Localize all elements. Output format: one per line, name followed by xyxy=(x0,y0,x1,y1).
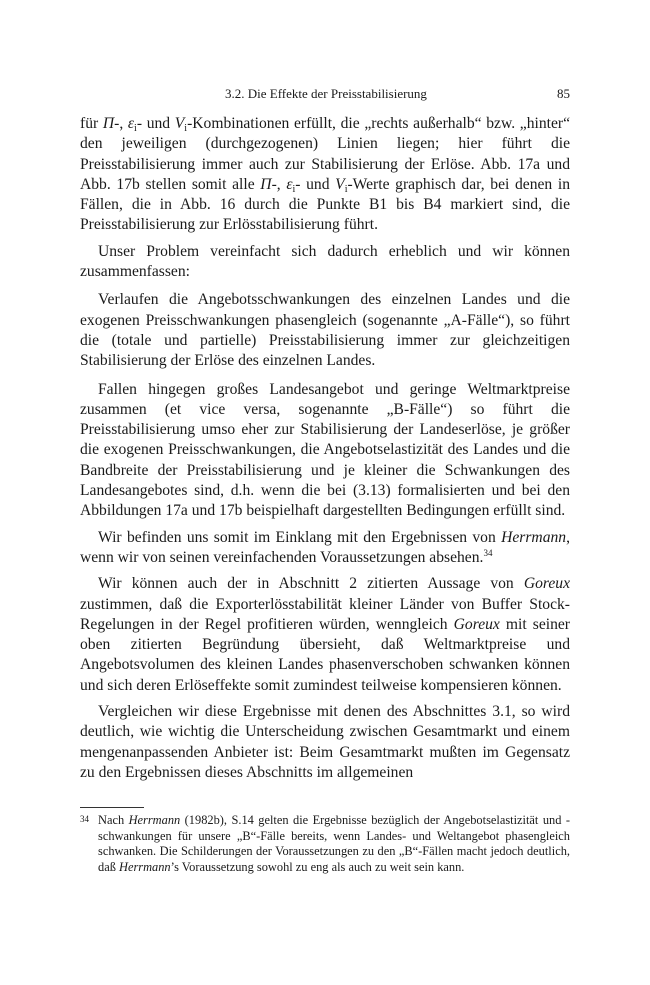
paragraph-1 xyxy=(80,114,570,236)
symbol-pi: Π xyxy=(102,115,115,132)
text: -, xyxy=(114,115,128,132)
main-text xyxy=(80,114,570,789)
text: zustimmen, daß die Exporterlösstabilität kleiner Länder von Buffer Stock-Regelungen in der Regel profitieren würden, wenngleich xyxy=(80,595,570,633)
symbol-v: V xyxy=(174,115,185,132)
symbol-epsilon: ε xyxy=(127,115,135,132)
text: Wir können auch der in Abschnitt 2 zitierten Aussage von xyxy=(98,575,524,593)
text: -, xyxy=(271,175,287,193)
text: ’s Voraussetzung sowohl zu eng als auch zu weit sein kann. xyxy=(170,859,465,874)
paragraph-7: Vergleichen wir diese Ergebnisse mit denen des Abschnittes 3.1, so wird deutlich, wie wichtig die Unterscheidung zwischen Gesamtmarkt und einem mengenanpassenden Anbieter ist: Beim Gesamtmarkt mußten im Gegensatz zu den Ergebnissen dieses Abschnitts im allgemeinen xyxy=(80,703,570,781)
text: mit seiner oben zitierten Begründung übersieht, daß Weltmarktpreise und Angebotsvolumen des kleinen Landes phasenverschoben schwanken können und sich deren Erlöseffekte somit zumindest teilweise kompensieren können. xyxy=(80,615,570,694)
paragraph-5 xyxy=(80,528,570,569)
author-name: Goreux xyxy=(523,575,570,593)
text: , wenn wir von seinen vereinfachenden Voraussetzungen absehen. xyxy=(80,528,570,566)
footnote-34 xyxy=(80,813,570,875)
footnote-separator xyxy=(80,807,144,808)
author-name: Goreux xyxy=(453,615,500,633)
symbol-epsilon: ε xyxy=(286,175,293,193)
text: für xyxy=(80,115,103,132)
author-name: Herrmann xyxy=(119,859,171,874)
subscript-i: i xyxy=(184,123,188,134)
paragraph-2: Unser Problem vereinfacht sich dadurch erheblich und wir können zusammenfassen: xyxy=(80,242,570,281)
paragraph-3: Verlaufen die Angebotsschwankungen des einzelnen Landes und die exogenen Preisschwankungen phasengleich (sogenannte „A-Fälle“), so führt die (totale und partielle) Preisstabilisierung immer zur gleichzeitigen Stabilisierung der Erlöse des einzelnen Landes. xyxy=(80,291,570,370)
text: - und xyxy=(295,175,336,193)
author-name: Herrmann xyxy=(128,813,181,827)
text: -Kombinationen erfüllt, die „rechts außerhalb“ bzw. „hinter“ den jeweiligen (durchgezogenen) Linien liegen; hier führt die Preisstabilisierung immer auch zur Stabilisierung der Erlöse. Abb. 17a und Abb. 17b stellen somit alle xyxy=(80,115,570,193)
symbol-v: V xyxy=(335,175,345,193)
footnote-mark: 34 xyxy=(80,814,89,824)
running-header xyxy=(80,86,570,104)
running-title: 3.2. Die Effekte der Preisstabilisierung xyxy=(225,86,427,101)
subscript-i: i xyxy=(344,183,348,195)
text: Nach xyxy=(98,813,129,827)
text: (1982b), S.14 gelten die Ergebnisse bezüglich der Angebotselastizität und -schwankungen für unsere „B“-Fälle bereits, wenn Landes- und Weltangebot phasengleich schwanken. Die Schilderungen der Voraussetzungen zu den „B“-Fällen macht jedoch deutlich, daß xyxy=(98,813,570,874)
text: Wir befinden uns somit im Einklang mit den Ergebnissen von xyxy=(98,528,502,546)
text: - und xyxy=(136,115,175,132)
paragraph-4: Fallen hingegen großes Landesangebot und geringe Weltmarktpreise zusammen (et vice versa, sogenannte „B-Fälle“) so führt die Preisstabilisierung umso eher zur Stabilisierung der Landeserlöse, je größer die exogenen Preisschwankungen, die Angebotselastizität des Landes und die Bandbreite der Preisstabilisierung und je kleiner die Schwankungen des Landesangebotes sind, d.h. wenn die bei (3.13) formalisierten und bei den Abbildungen 17a und 17b beispielhaft dargestellten Bedingungen erfüllt sind. xyxy=(80,380,570,520)
footnote-text xyxy=(80,813,570,875)
subscript-i: i xyxy=(134,123,137,134)
author-name: Herrmann xyxy=(501,528,567,546)
page-number: 85 xyxy=(557,86,570,101)
footnote-reference: 34 xyxy=(483,547,493,558)
paragraph-6 xyxy=(80,574,570,696)
subscript-i: i xyxy=(292,183,296,195)
symbol-pi: Π xyxy=(260,175,272,193)
text: -Werte graphisch dar, bei denen in Fällen, die in Abb. 16 durch die Punkte B1 bis B4 markiert sind, die Preisstabilisierung zur Erlösstabilisierung führt. xyxy=(80,175,570,234)
